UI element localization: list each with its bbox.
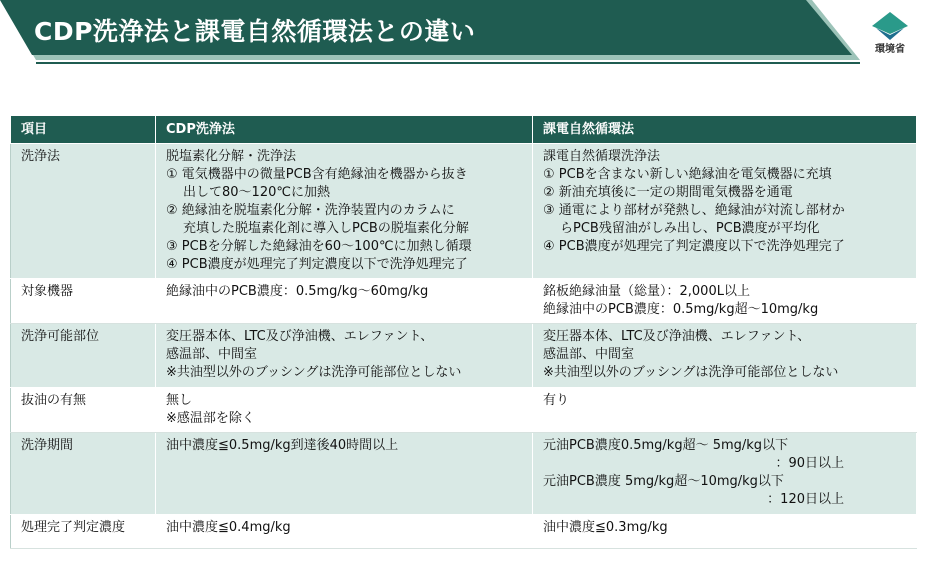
cell-line: ④ PCB濃度が処理完了判定濃度以下で洗浄処理完了 xyxy=(166,257,468,272)
cell-line: 銘板絶縁油量（総量）：2,000L以上 xyxy=(543,284,750,299)
row-label: 対象機器 xyxy=(11,279,156,324)
natural-cell xyxy=(533,388,917,433)
title-banner xyxy=(0,0,860,64)
cell-line: 有り xyxy=(543,393,570,408)
cell-line: 感温部、中間室 xyxy=(543,347,635,362)
cell-line: ：90日以上 xyxy=(775,456,844,471)
cdp-cell xyxy=(156,324,533,388)
table-row-washing-period xyxy=(11,433,917,515)
cell-line: 無し xyxy=(166,393,193,408)
cell-line: ※共油型以外のブッシングは洗浄可能部位としない xyxy=(543,365,839,380)
natural-cell xyxy=(533,515,917,549)
natural-cell xyxy=(533,279,917,324)
cell-line: ※感温部を除く xyxy=(166,411,255,426)
row-label: 抜油の有無 xyxy=(11,388,156,433)
cell-line: 出して80～120℃に加熱 xyxy=(183,185,330,200)
cell-line: ① PCBを含まない新しい絶縁油を電気機器に充填 xyxy=(543,167,832,182)
cell-line: ① 電気機器中の微量PCB含有絶縁油を機器から抜き xyxy=(166,167,468,182)
cell-line: 変圧器本体、LTC及び浄油機、エレファント、 xyxy=(166,329,434,344)
table-row-washing-method xyxy=(11,144,917,279)
cell-line: 充填した脱塩素化剤に導入しPCBの脱塩素化分解 xyxy=(183,221,469,236)
cell-line: ※共油型以外のブッシングは洗浄可能部位としない xyxy=(166,365,462,380)
table-row-completion-threshold xyxy=(11,515,917,549)
table-row-oil-drain xyxy=(11,388,917,433)
table-row-target-equipment xyxy=(11,279,917,324)
natural-cell xyxy=(533,144,917,279)
page-title: CDP洗浄法と課電自然循環法との違い xyxy=(34,17,476,46)
ministry-logo-label: 環境省 xyxy=(875,44,905,55)
cell-line: ③ PCBを分解した絶縁油を60～100℃に加熱し循環 xyxy=(166,239,472,254)
cdp-cell xyxy=(156,279,533,324)
cell-line: 油中濃度≦0.4mg/kg xyxy=(166,520,291,535)
natural-cell xyxy=(533,324,917,388)
cell-line: 元油PCB濃度0.5mg/kg超～ 5mg/kg以下 xyxy=(543,438,789,453)
cdp-cell xyxy=(156,515,533,549)
row-label: 洗浄期間 xyxy=(11,433,156,515)
cell-line: ② 絶縁油を脱塩素化分解・洗浄装置内のカラムに xyxy=(166,203,455,218)
cell-line: ③ 通電により部材が発熱し、絶縁油が対流し部材か xyxy=(543,203,845,218)
table-row-washable-parts xyxy=(11,324,917,388)
cell-line: 油中濃度≦0.5mg/kg到達後40時間以上 xyxy=(166,438,399,453)
cell-line: 感温部、中間室 xyxy=(166,347,258,362)
cdp-cell xyxy=(156,144,533,279)
header-item: 項目 xyxy=(11,116,156,144)
comparison-table xyxy=(10,116,917,549)
cell-line: ② 新油充填後に一定の期間電気機器を通電 xyxy=(543,185,793,200)
row-label: 洗浄可能部位 xyxy=(11,324,156,388)
cell-line: 脱塩素化分解・洗浄法 xyxy=(166,149,297,164)
cell-line: 課電自然循環洗浄法 xyxy=(543,149,661,164)
cell-line: ：120日以上 xyxy=(767,492,844,507)
cell-line: 元油PCB濃度 5mg/kg超～10mg/kg以下 xyxy=(543,474,784,489)
row-label: 処理完了判定濃度 xyxy=(11,515,156,549)
table-header-row xyxy=(11,116,917,144)
cell-line: 変圧器本体、LTC及び浄油機、エレファント、 xyxy=(543,329,811,344)
cdp-cell xyxy=(156,388,533,433)
cdp-cell xyxy=(156,433,533,515)
cell-line: 絶縁油中のPCB濃度：0.5mg/kg超～10mg/kg xyxy=(543,302,819,317)
cell-line: 絶縁油中のPCB濃度：0.5mg/kg～60mg/kg xyxy=(166,284,429,299)
cell-line: 油中濃度≦0.3mg/kg xyxy=(543,520,668,535)
row-label: 洗浄法 xyxy=(11,144,156,279)
natural-cell xyxy=(533,433,917,515)
cell-line: らPCB残留油がしみ出し、PCB濃度が平均化 xyxy=(560,221,820,236)
cell-line: ④ PCB濃度が処理完了判定濃度以下で洗浄処理完了 xyxy=(543,239,845,254)
header-cdp: CDP洗浄法 xyxy=(156,116,533,144)
header-natural-circulation: 課電自然循環法 xyxy=(533,116,917,144)
